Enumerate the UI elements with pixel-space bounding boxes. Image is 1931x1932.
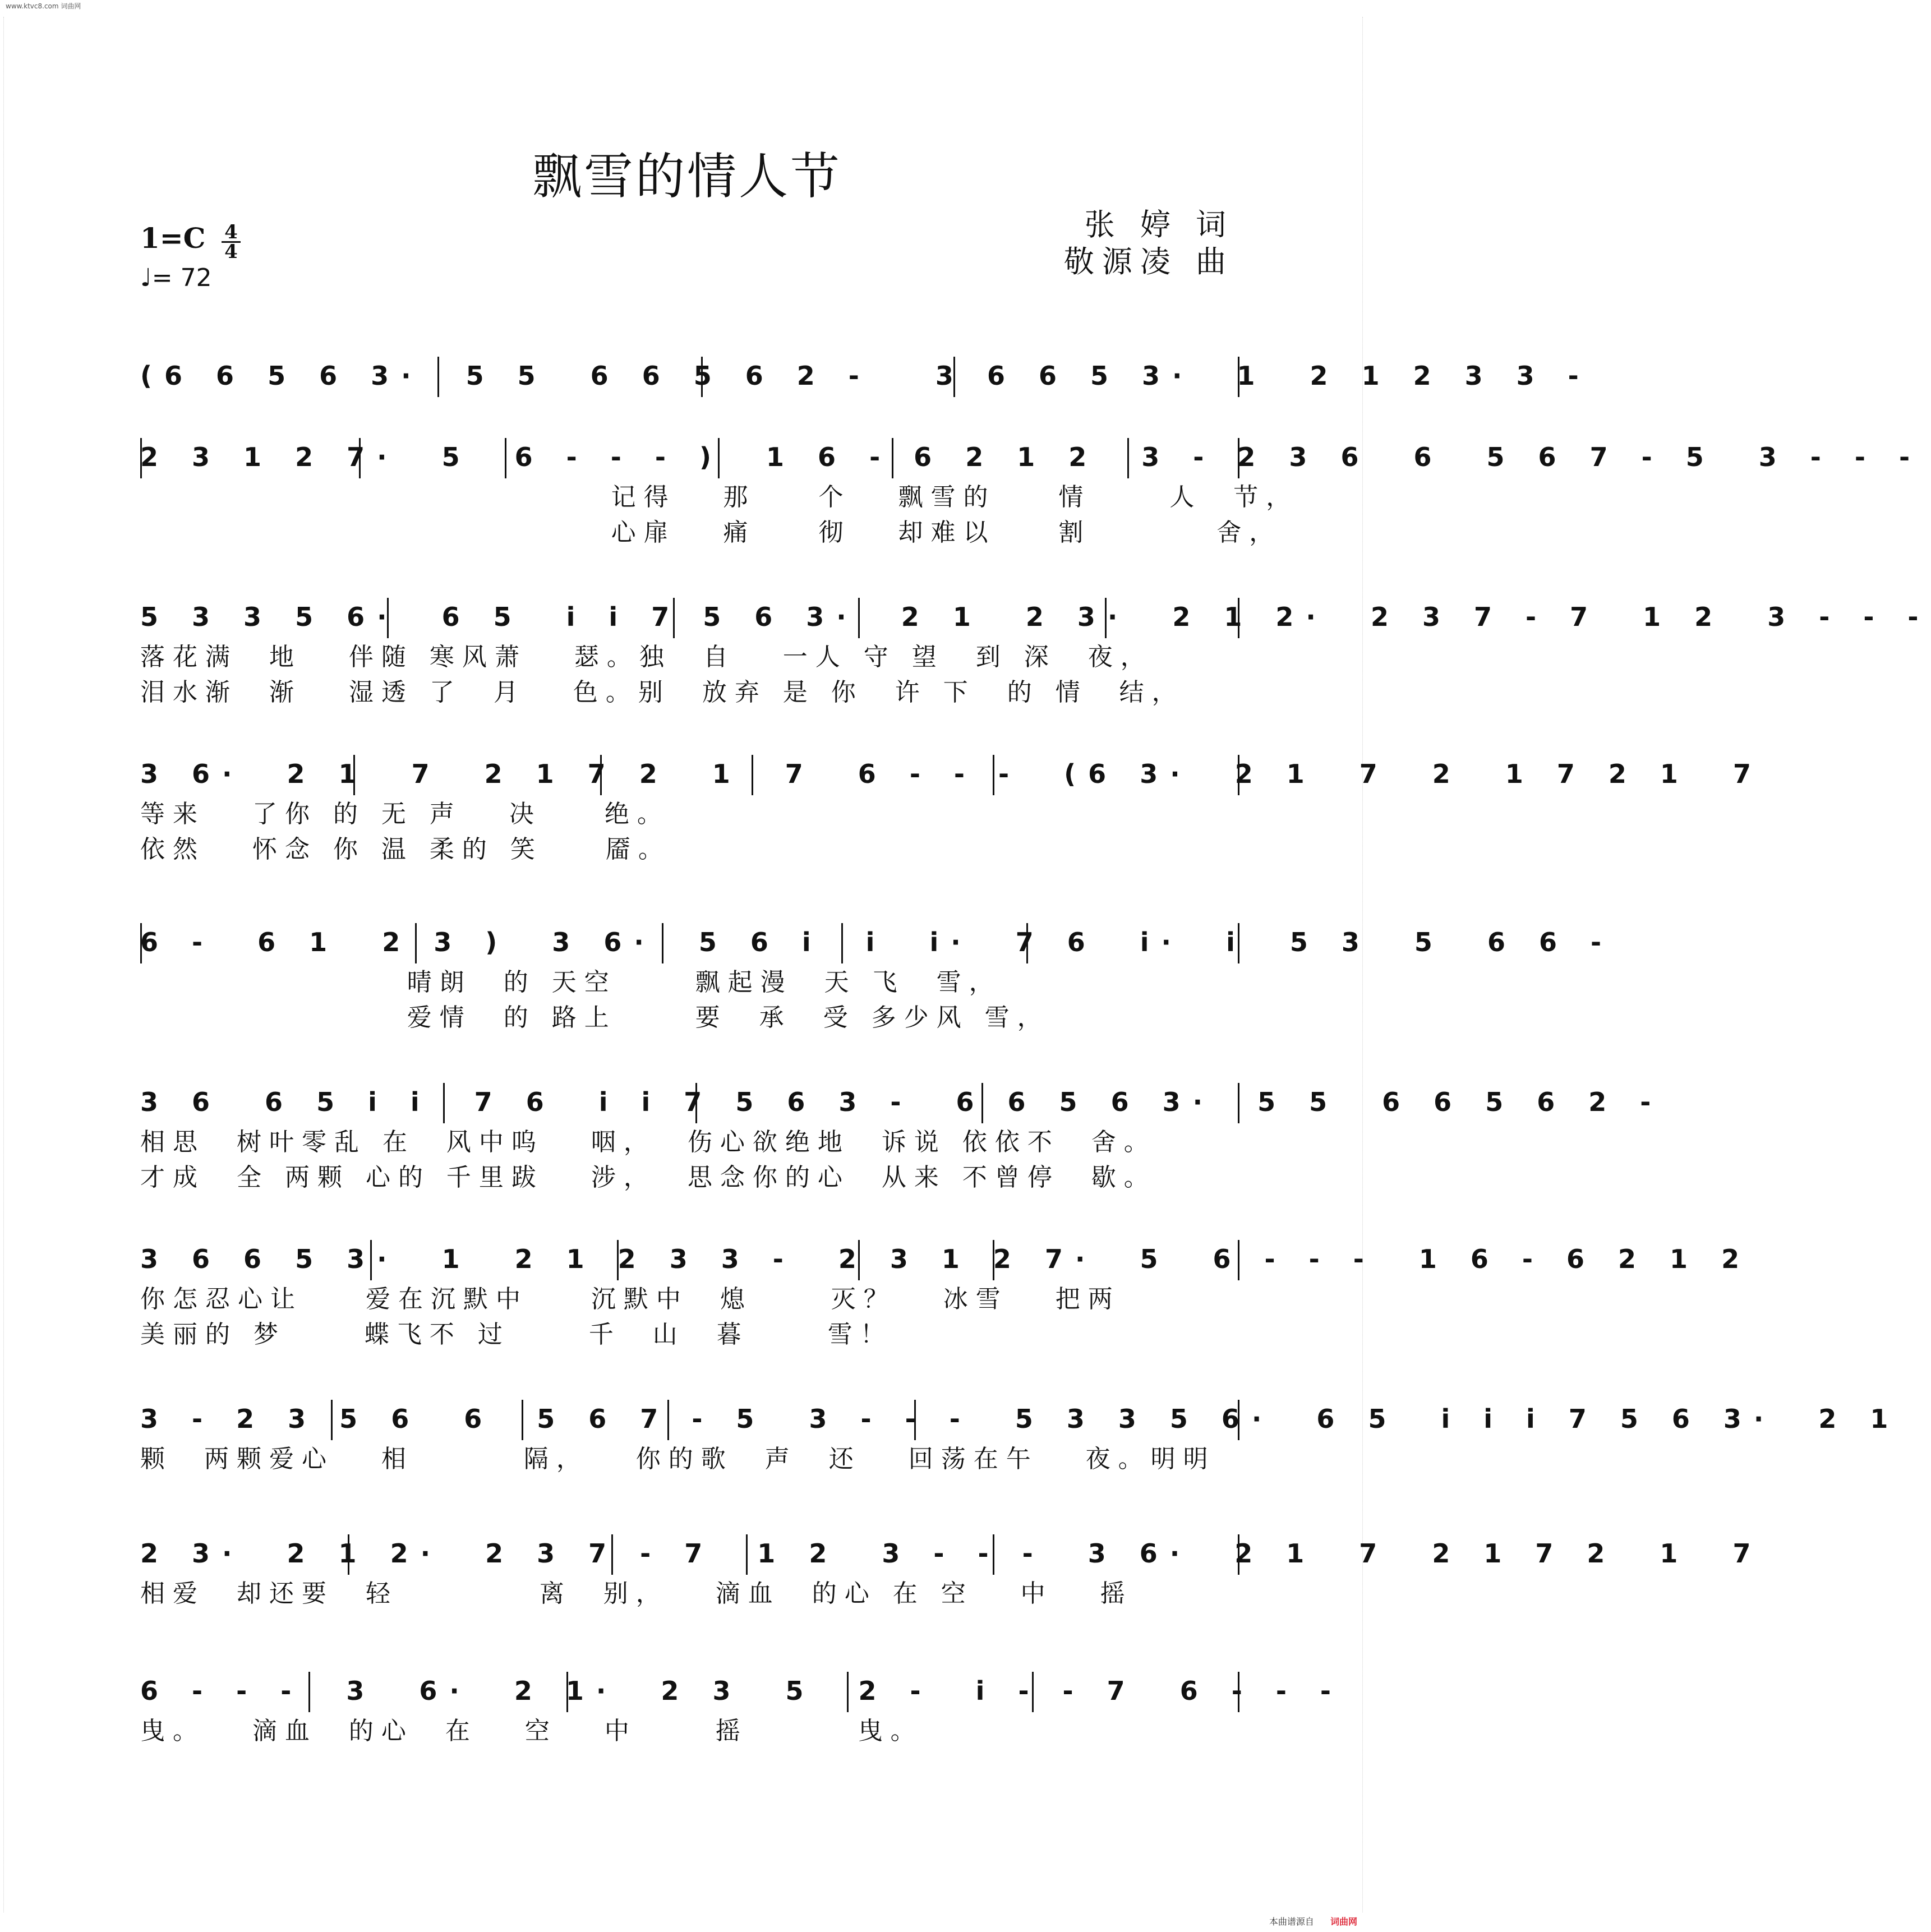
site-header <box>0 0 1374 10</box>
lyric-line-2: 才成 全 两颗 心的 千里跋 涉， 思念你的心 从来 不曾停 歇。 <box>140 1163 1156 1192</box>
lyric-line-2: 依然 怀念 你 温 柔的 笑 靥。 <box>140 835 671 864</box>
time-signature-top: 4 <box>224 221 238 243</box>
lyric-line-1: 相思 树叶零乱 在 风中呜 咽， 伤心欲绝地 诉说 依依不 舍。 <box>140 1128 1156 1156</box>
notation-line: 3 - 2 3 5 6 6 5 6 7 - 5 3 - - - 5 3 3 5 6· 6 5 i i i 7 5 6 3· 2 1 <box>140 1404 1901 1434</box>
footer <box>1269 1915 1357 1928</box>
lyric-line-1: 等来 了你 的 无 声 决 绝。 <box>140 800 670 828</box>
lyric-line-1: 落花满 地 伴随 寒风萧 瑟。独 自 一人 守 望 到 深 夜， <box>140 643 1153 671</box>
notation-line: 6 - - - 3 6· 2 1· 2 3 5 2 - i - - 7 6 - - - <box>140 1676 1344 1706</box>
lyric-line-1: 曳。 滴血 的心 在 空 中 摇 曳。 <box>140 1717 923 1745</box>
notation-line: 6 - 6 1 2 3 ) 3 6· 5 6 i i i· 7 6 i· i 5 3 5 6 6 - <box>140 927 1614 957</box>
time-signature <box>222 223 241 261</box>
key-signature: 1=C <box>140 222 206 255</box>
tempo-marking: ♩= 72 <box>140 264 212 292</box>
lyric-line-2: 泪水渐 渐 湿透 了 月 色。别 放弃 是 你 许 下 的 情 结， <box>140 678 1185 707</box>
notation-line: 2 3· 2 1 2· 2 3 7 - 7 1 2 3 - - - 3 6· 2 1 7 2 1 7 2 1 7 <box>140 1538 1763 1569</box>
lyric-line-1: 颗 两颗爱心 相 隔， 你的歌 声 还 回荡在午 夜。明明 <box>140 1445 1216 1473</box>
site-header-text: www.ktvc8.com 词曲网 <box>6 2 81 10</box>
lyric-line-1: 你怎忍心让 爱在沉默中 沉默中 熄 灭？ 冰雪 把两 <box>140 1285 1121 1313</box>
notation-line: (6 6 5 6 3· 5 5 6 6 5 6 2 - 3 6 6 5 3· 1 2 1 2 3 3 - <box>140 361 1591 391</box>
lyric-line-2: 美丽的 梦 蝶飞不 过 千 山 暮 雪！ <box>140 1320 893 1349</box>
notation-line: 3 6 6 5 i i 7 6 i i 7 5 6 3 - 6 6 5 6 3· 5 5 6 6 5 6 2 - <box>140 1087 1663 1117</box>
notation-line: 2 3 1 2 7· 5 6 - - - ) 1 6 - 6 2 1 2 3 - 2 3 6 6 5 6 7 - 5 3 - - - <box>140 442 1923 472</box>
lyric-line-1: 记得 那 个 飘雪的 情 人 节， <box>140 483 1299 511</box>
left-margin-strip <box>3 17 12 1912</box>
lyric-line-1: 相爱 却还要 轻 离 别， 滴血 的心 在 空 中 摇 <box>140 1579 1133 1608</box>
notation-line: 3 6· 2 1 7 2 1 7 2 1 7 6 - - - (6 3· 2 1 7 2 1 7 2 1 7 <box>140 759 1763 789</box>
lyric-line-2: 心扉 痛 彻 却难以 割 舍， <box>140 518 1282 547</box>
song-title: 飘雪的情人节 <box>532 147 842 205</box>
footer-note: 本曲谱源自 <box>1269 1916 1314 1927</box>
right-margin-strip <box>1362 17 1371 1912</box>
notation-line: 5 3 3 5 6· 6 5 i i 7 5 6 3· 2 1 2 3· 2 1 2· 2 3 7 - 7 1 2 3 - - - <box>140 602 1931 632</box>
time-signature-bottom: 4 <box>224 241 238 263</box>
credits <box>1064 206 1234 280</box>
composer-credit: 敬源凌 曲 <box>1063 244 1234 279</box>
lyricist-credit: 张 婷 词 <box>1084 207 1234 242</box>
lyric-line-1: 晴朗 的 天空 飘起漫 天 飞 雪， <box>140 968 1002 997</box>
lyric-line-2: 爱情 的 路上 要 承 受 多少风 雪， <box>140 1003 1050 1032</box>
notation-line: 3 6 6 5 3· 1 2 1 2 3 3 - 2 3 1 2 7· 5 6 - - - 1 6 - 6 2 1 2 <box>140 1244 1752 1274</box>
footer-brand: 词曲网 <box>1330 1916 1357 1927</box>
